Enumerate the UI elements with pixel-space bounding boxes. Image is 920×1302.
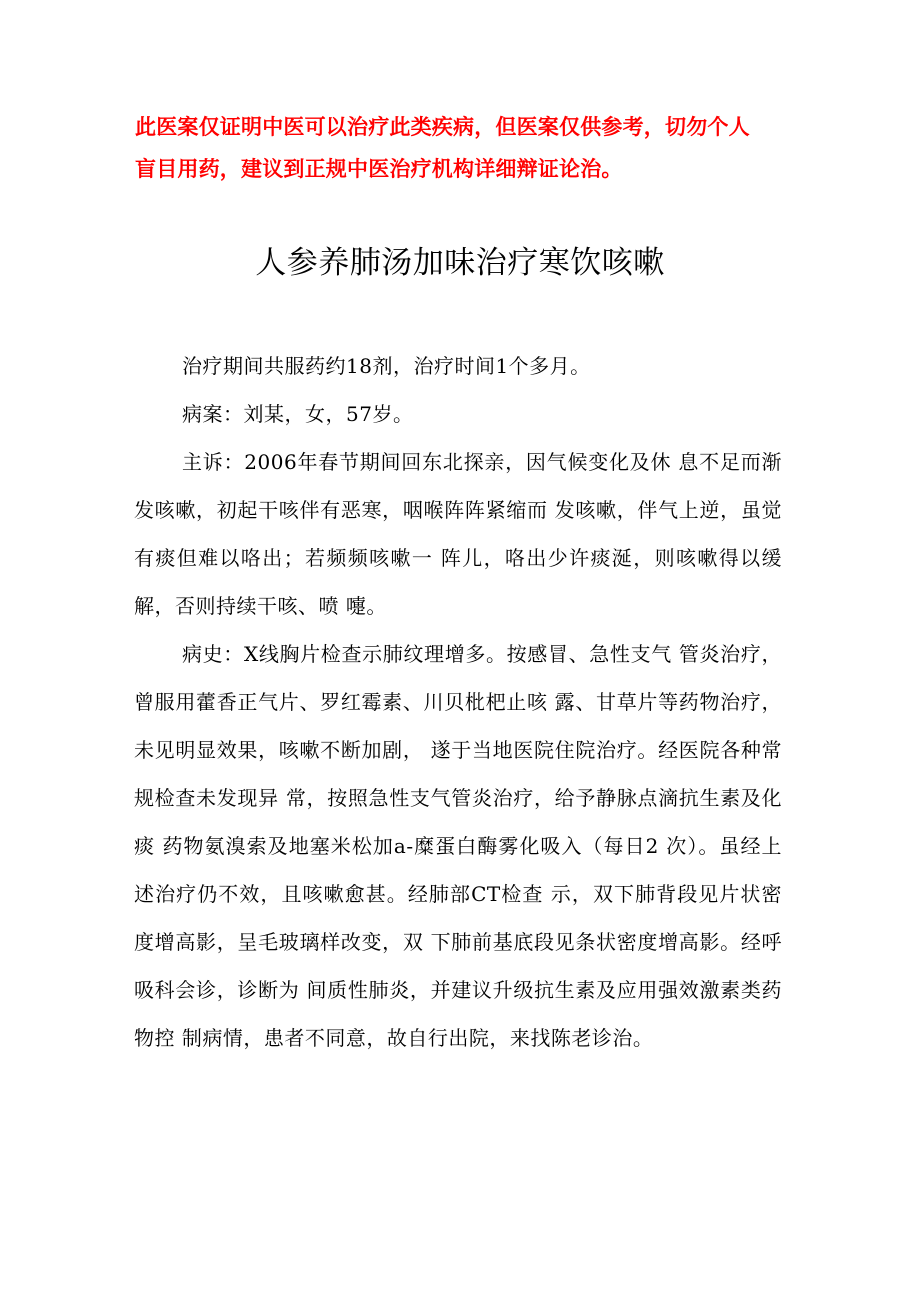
article-title: 人参养肺汤加味治疗寒饮咳嗽 <box>255 245 665 281</box>
paragraph-medical-history: 病史：X线胸片检查示肺纹理增多。按感冒、急性支气 管炎治疗，曾服用藿香正气片、罗红霉素、川贝枇杷止咳 露、甘草片等药物治疗，未见明显效果，咳嗽不断加剧， 遂于当地医院住院治疗。经医院各种常规检查未发现异 常，按照急性支气管炎治疗，给予静脉点滴抗生素及化痰 药物氨溴索及地塞米松加a-糜蛋白酶雾化吸入（每日2 次）。虽经上述治疗仍不效，且咳嗽愈甚。经肺部CT检查 示，双下肺背段见片状密度增高影，呈毛玻璃样改变，双 下肺前基底段见条状密度增高影。经呼吸科会诊，诊断为 间质性肺炎，并建议升级抗生素及应用强效激素类药物控 制病情，患者不同意，故自行出院，来找陈老诊治。 <box>134 642 782 1050</box>
disclaimer-notice <box>135 106 785 190</box>
disclaimer-line-1: 此医案仅证明中医可以治疗此类疾病，但医案仅供参考，切勿个人 <box>135 115 750 139</box>
disclaimer-line-2: 盲目用药，建议到正规中医治疗机构详细辩证论治。 <box>135 157 623 181</box>
paragraph-treatment-period: 治疗期间共服药约18剂，治疗时间1个多月。 <box>182 354 591 378</box>
paragraph-case: 病案：刘某，女，57岁。 <box>182 402 414 426</box>
article-body <box>134 342 782 1062</box>
paragraph-chief-complaint: 主诉：2006年春节期间回东北探亲，因气候变化及休 息不足而渐发咳嗽，初起干咳伴有恶寒，咽喉阵阵紧缩而 发咳嗽，伴气上逆，虽觉有痰但难以咯出；若频频咳嗽一 阵儿，咯出少许痰涎，则咳嗽得以缓解，否则持续干咳、喷 嚏。 <box>134 450 782 618</box>
